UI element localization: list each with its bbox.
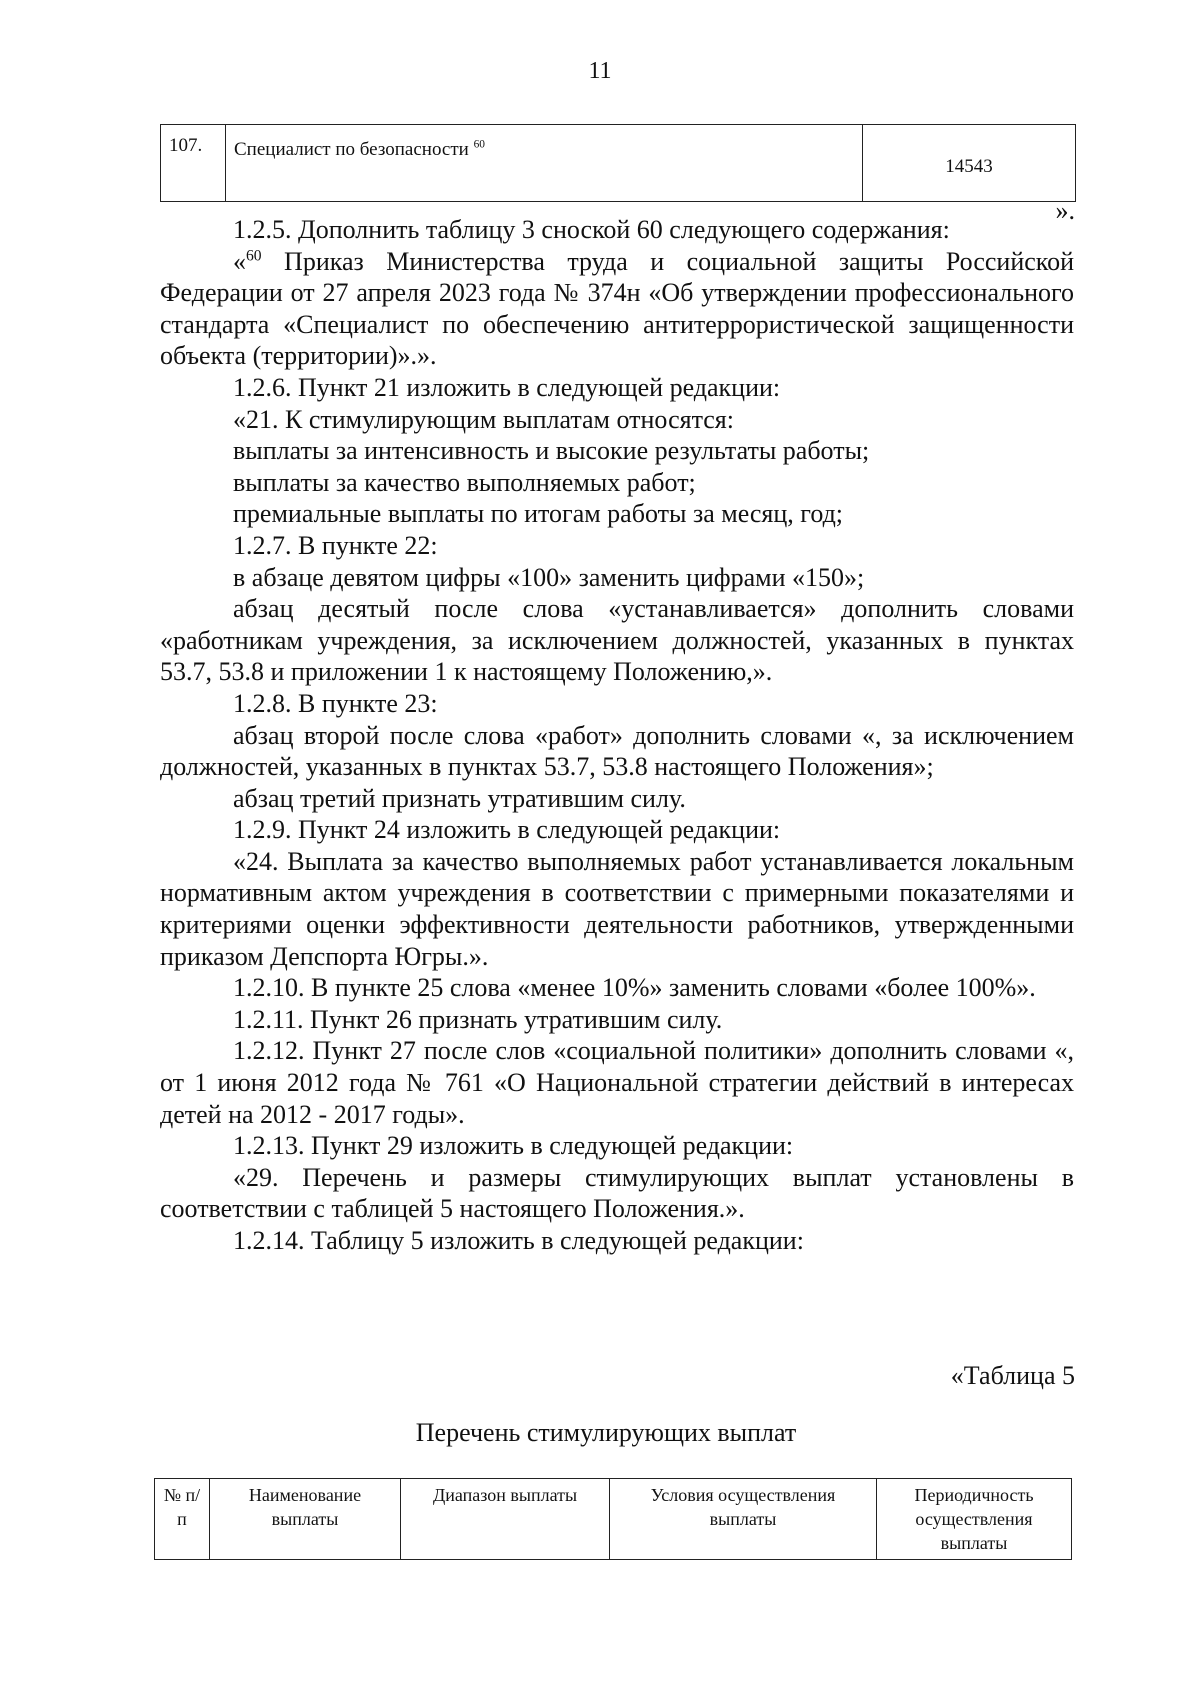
footnote-open-quote: « xyxy=(233,246,246,276)
header-payment-name: Наименование выплаты xyxy=(210,1479,401,1560)
paragraph: 1.2.14. Таблицу 5 изложить в следующей редакции: xyxy=(233,1226,804,1255)
paragraph: премиальные выплаты по итогам работы за месяц, год; xyxy=(233,499,844,529)
paragraph: 1.2.10. В пункте 25 слова «менее 10%» заменить словами «более 100%». xyxy=(233,973,1036,1003)
table-title: Перечень стимулирующих выплат xyxy=(415,1418,797,1447)
paragraph: 1.2.9. Пункт 24 изложить в следующей редакции: xyxy=(233,815,781,845)
staff-table-fragment xyxy=(160,124,1076,202)
document-body xyxy=(160,214,1074,1257)
position-name-text: Специалист по безопасности xyxy=(234,139,469,160)
paragraph: 1.2.11. Пункт 26 признать утратившим силу. xyxy=(233,1004,723,1034)
paragraph: выплаты за качество выполняемых работ; xyxy=(233,467,696,497)
paragraph: 1.2.6. Пункт 21 изложить в следующей редакции: xyxy=(233,372,781,402)
paragraph: 1.2.13. Пункт 29 изложить в следующей редакции: xyxy=(233,1131,794,1161)
closing-quote: ». xyxy=(1055,196,1075,225)
footnote-text: Приказ Министерства труда и социальной защиты Российской Федерации от 27 апреля 2023 года № 374н «Об утверждении профессионального стандарта «Специалист по обеспечению антитеррористической защищенности объекта (территории)».». xyxy=(160,246,1075,371)
row-number: 107. xyxy=(161,125,226,202)
footnote-number: 60 xyxy=(246,246,262,264)
table-label: «Таблица 5 xyxy=(950,1361,1075,1390)
header-payment-conditions: Условия осуществления выплаты xyxy=(610,1479,877,1560)
table-row xyxy=(161,125,1076,202)
header-payment-range: Диапазон выплаты xyxy=(401,1479,610,1560)
paragraph: «24. Выплата за качество выполняемых работ устанавливается локальным нормативным актом учреждения в соответствии с примерными показателями и критериями оценки эффективности деятельности работников, утвержденными приказом Депспорта Югры.». xyxy=(160,846,1074,971)
paragraph: выплаты за интенсивность и высокие результаты работы; xyxy=(233,436,870,466)
page-number: 11 xyxy=(588,58,612,84)
paragraph: 1.2.12. Пункт 27 после слов «социальной политики» дополнить словами «, от 1 июня 2012 года № 761 «О Национальной стратегии действий в интересах детей на 2012 - 2017 годы». xyxy=(160,1036,1074,1129)
paragraph: «29. Перечень и размеры стимулирующих выплат установлены в соответствии с таблицей 5 настоящего Положения.». xyxy=(160,1162,1074,1224)
footnote-paragraph xyxy=(160,246,1074,372)
position-name xyxy=(226,125,863,202)
footnote-ref: 60 xyxy=(473,138,485,151)
paragraph: 1.2.5. Дополнить таблицу 3 сноской 60 следующего содержания: xyxy=(233,215,950,244)
table-header-row xyxy=(155,1479,1072,1560)
paragraph: абзац десятый после слова «устанавливается» дополнить словами «работникам учреждения, за исключением должностей, указанных в пунктах 53.7, 53.8 и приложении 1 к настоящему Положению,». xyxy=(160,594,1074,687)
paragraph: 1.2.8. В пункте 23: xyxy=(233,688,438,718)
stimulus-payments-table xyxy=(154,1478,1072,1560)
paragraph: 1.2.7. В пункте 22: xyxy=(233,530,438,560)
paragraph: в абзаце девятом цифры «100» заменить цифрами «150»; xyxy=(233,562,865,592)
header-payment-frequency: Периодичность осуществления выплаты xyxy=(877,1479,1072,1560)
header-number: № п/п xyxy=(155,1479,210,1560)
paragraph: абзац второй после слова «работ» дополнить словами «, за исключением должностей, указанных в пунктах 53.7, 53.8 настоящего Положения»; xyxy=(160,720,1074,782)
position-code: 14543 xyxy=(863,125,1076,202)
paragraph: абзац третий признать утратившим силу. xyxy=(233,783,686,813)
paragraph: «21. К стимулирующим выплатам относятся: xyxy=(233,404,734,434)
